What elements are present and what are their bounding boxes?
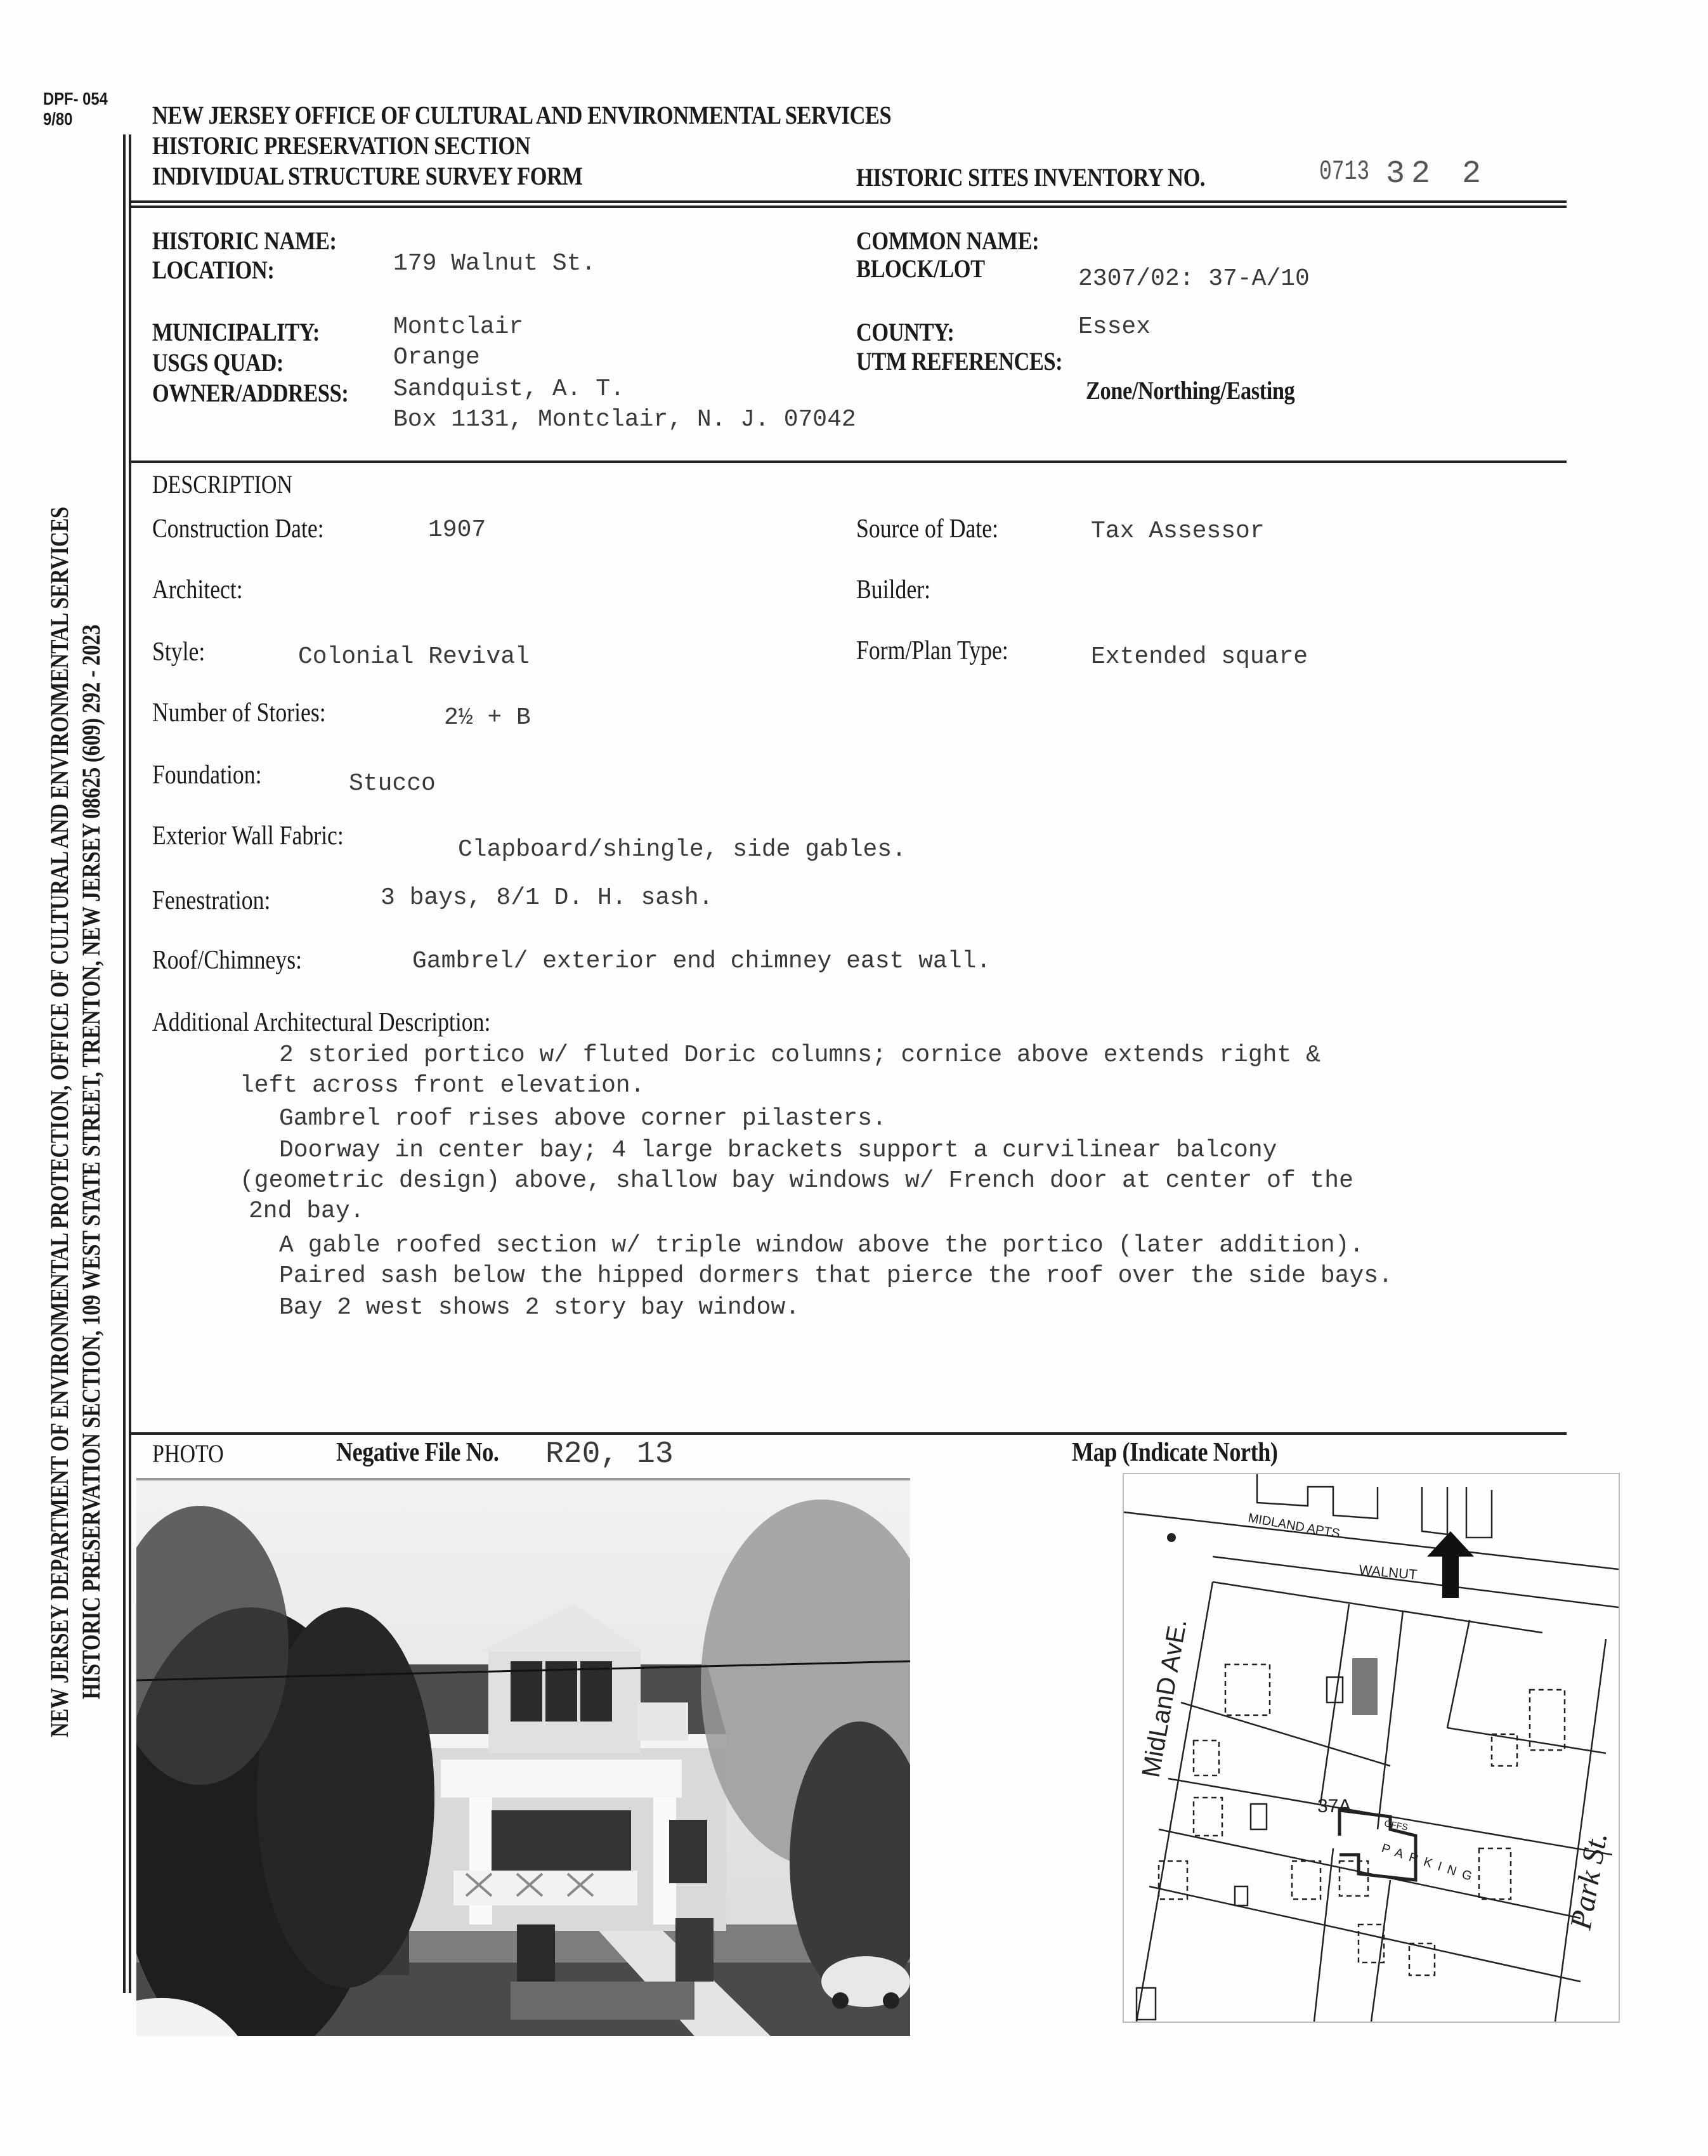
construction-date-label: Construction Date: [152,514,324,544]
inventory-label: HISTORIC SITES INVENTORY NO. [856,163,1206,192]
map-label-midland-apts: MIDLAND APTS [1247,1511,1341,1541]
form-code-number: DPF- 054 [43,89,108,108]
sidebar-line-1: NEW JERSEY DEPARTMENT OF ENVIRONMENTAL PROTECTION, OFFICE OF CULTURAL AND ENVIRONMENTAL SERVICES [45,507,74,1737]
header-rule-1 [130,200,1567,203]
additional-line-4: Doorway in center bay; 4 large brackets support a curvilinear balcony [279,1137,1277,1164]
form-plan-value: Extended square [1091,643,1308,670]
form-revision-date: 9/80 [43,109,73,129]
sidebar-line-2: HISTORIC PRESERVATION SECTION, 109 WEST STATE STREET, TRENTON, NEW JERSEY 08625 (609) 292 - 2023 [77,624,105,1699]
source-of-date-value: Tax Assessor [1091,518,1265,545]
site-map [1123,1473,1620,2023]
source-of-date-label: Source of Date: [856,514,999,544]
municipality-label: MUNICIPALITY: [152,318,320,346]
inventory-number: 32 2 [1386,156,1488,192]
additional-line-1: 2 storied portico w/ fluted Doric columns; cornice above extends right & [279,1042,1320,1069]
block-lot-label: BLOCK/LOT [856,254,985,283]
county-label: COUNTY: [856,318,955,346]
style-value: Colonial Revival [298,643,530,670]
additional-line-6: 2nd bay. [249,1198,365,1225]
style-label: Style: [152,637,205,667]
owner-label: OWNER/ADDRESS: [152,379,349,407]
section-name: HISTORIC PRESERVATION SECTION [152,131,531,160]
builder-label: Builder: [856,575,931,604]
fenestration-value: 3 bays, 8/1 D. H. sash. [381,884,714,911]
common-name-label: COMMON NAME: [856,226,1040,255]
wall-fabric-label: Exterior Wall Fabric: [152,821,344,851]
roof-value: Gambrel/ exterior end chimney east wall. [412,948,991,975]
municipality-value: Montclair [393,313,524,341]
fenestration-label: Fenestration: [152,886,271,915]
historic-name-label: HISTORIC NAME: [152,226,337,255]
site-map-drawing [1124,1474,1619,2022]
house-photo-image [136,1480,910,2036]
description-rule [130,461,1567,463]
construction-date-value: 1907 [428,516,486,544]
owner-address: Box 1131, Montclair, N. J. 07042 [393,406,856,433]
county-value: Essex [1078,313,1151,341]
additional-line-9: Bay 2 west shows 2 story bay window. [279,1294,800,1321]
map-label-lot: 37A [1317,1796,1352,1817]
map-label-park-st: Park St. [1563,1829,1614,1932]
foundation-label: Foundation: [152,761,262,790]
owner-name: Sandquist, A. T. [393,376,625,403]
photo-rule [130,1432,1567,1435]
additional-line-3: Gambrel roof rises above corner pilasters. [279,1105,887,1132]
map-label: Map (Indicate North) [1072,1438,1278,1467]
additional-line-8: Paired sash below the hipped dormers that pierce the roof over the side bays. [279,1262,1393,1290]
location-label: LOCATION: [152,256,275,284]
map-label-midland-ave: MidLanD AvE. [1137,1617,1192,1780]
map-label-offs: OFFS [1383,1818,1409,1833]
architect-label: Architect: [152,575,243,604]
agency-name: NEW JERSEY OFFICE OF CULTURAL AND ENVIRONMENTAL SERVICES [152,101,892,129]
usgs-quad-label: USGS QUAD: [152,348,284,377]
block-lot-value: 2307/02: 37-A/10 [1078,265,1310,292]
stories-value: 2½ + B [444,704,531,731]
map-label-walnut: WALNUT [1358,1562,1418,1583]
usgs-quad-value: Orange [393,344,480,371]
location-value: 179 Walnut St. [393,250,596,277]
utm-subheader: Zone/Northing/Easting [1086,376,1295,405]
inventory-prefix: 0713 [1319,156,1370,188]
form-title: INDIVIDUAL STRUCTURE SURVEY FORM [152,162,583,190]
map-label-parking: PARKING [1379,1841,1480,1886]
sidebar-address [0,0,140,2156]
additional-line-7: A gable roofed section w/ triple window above the portico (later addition). [279,1232,1364,1259]
negative-file-value: R20, 13 [545,1437,674,1472]
wall-fabric-value: Clapboard/shingle, side gables. [458,836,906,863]
foundation-value: Stucco [349,770,436,797]
header-rule-2 [130,206,1567,208]
roof-label: Roof/Chimneys: [152,946,303,975]
form-plan-label: Form/Plan Type: [856,636,1008,665]
house-photo [136,1478,910,2036]
utm-label: UTM REFERENCES: [856,347,1063,376]
stories-label: Number of Stories: [152,698,326,728]
negative-file-label: Negative File No. [336,1438,499,1467]
additional-description-label: Additional Architectural Description: [152,1008,491,1037]
photo-label: PHOTO [152,1439,224,1468]
description-section-label: DESCRIPTION [152,470,293,499]
additional-line-5: (geometric design) above, shallow bay windows w/ French door at center of the [240,1167,1353,1194]
additional-line-2: left across front elevation. [240,1072,645,1099]
